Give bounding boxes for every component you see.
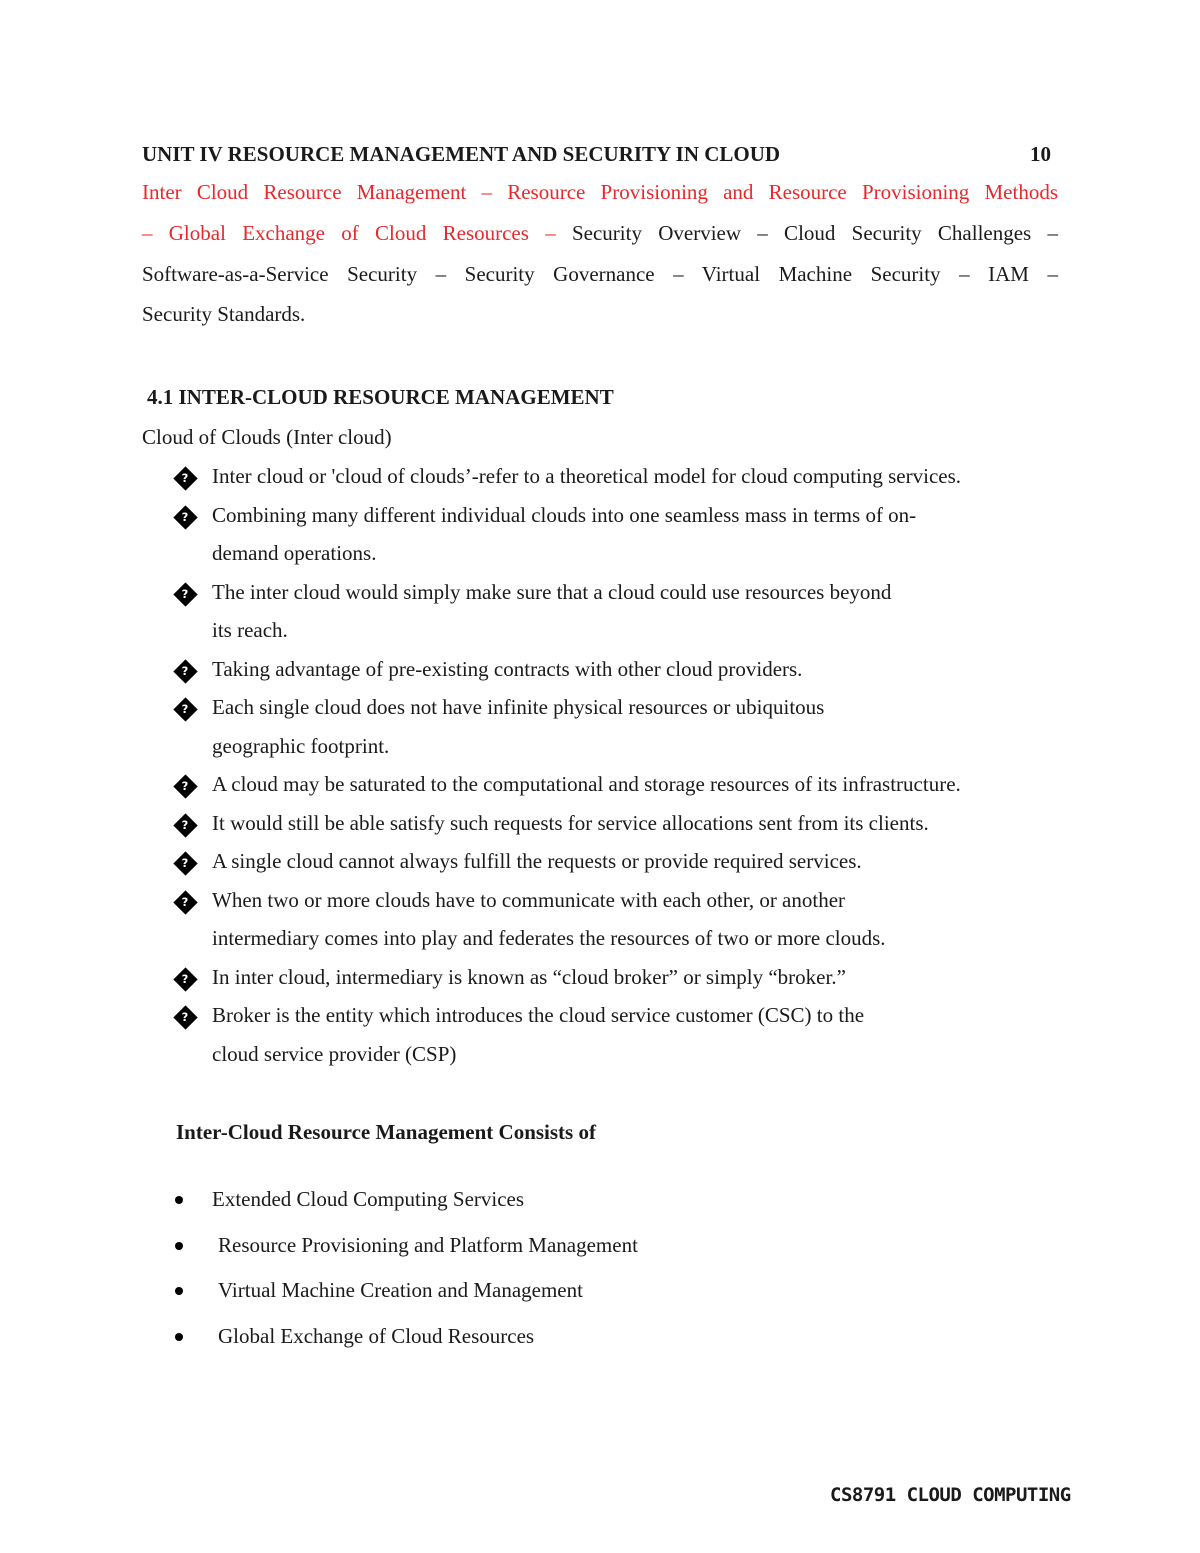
section-heading: 4.1 INTER-CLOUD RESOURCE MANAGEMENT [147,385,614,409]
bullet-text-9-line-2: intermediary comes into play and federates the resources of two or more clouds. [212,926,886,950]
bullet-text-1-line-1: Inter cloud or 'cloud of clouds’-refer to a theoretical model for cloud computing services. [212,464,962,488]
bullet-text-11-line-1: Broker is the entity which introduces the cloud service customer (CSC) to the [212,1003,865,1027]
consists-item-2: Resource Provisioning and Platform Management [218,1233,638,1257]
unknown-glyph-icon: ? [173,697,197,721]
bullet-text-9-line-1: When two or more clouds have to communicate with each other, or another [212,887,846,912]
bullet-dot-icon [175,1333,183,1341]
bullet-text-3-line-2: its reach. [212,618,288,642]
unknown-glyph-icon: ? [173,466,197,490]
section-subheading: Cloud of Clouds (Inter cloud) [142,425,392,449]
bullet-text-2-line-1: Combining many different individual clouds into one seamless mass in terms of on- [212,502,917,527]
unknown-glyph-icon: ? [173,967,197,991]
unknown-glyph-icon: ? [173,505,197,529]
unknown-glyph-icon: ? [173,774,197,798]
consists-item-1: Extended Cloud Computing Services [212,1187,525,1211]
syllabus-line-4: Security Standards. [142,302,306,326]
bullet-text-3-line-1: The inter cloud would simply make sure that a cloud could use resources beyond [212,579,892,604]
bullet-text-7-line-1: It would still be able satisfy such requests for service allocations sent from its clients. [212,810,929,835]
bullet-text-4-line-1: Taking advantage of pre-existing contracts with other cloud providers. [212,656,803,681]
consists-heading: Inter-Cloud Resource Management Consists of [176,1120,596,1144]
unit-hours: 10 [1030,142,1051,166]
bullet-text-8-line-1: A single cloud cannot always fulfill the requests or provide required services. [212,849,862,873]
bullet-text-5-line-1: Each single cloud does not have infinite physical resources or ubiquitous [212,695,825,719]
unknown-glyph-icon: ? [173,890,197,914]
unknown-glyph-icon: ? [173,659,197,683]
syllabus-line-1: Inter Cloud Resource Management – Resource Provisioning and Resource Provisioning Methods [142,180,1058,204]
consists-item-4: Global Exchange of Cloud Resources [218,1324,535,1348]
bullet-dot-icon [175,1242,183,1250]
unit-title: UNIT IV RESOURCE MANAGEMENT AND SECURITY IN CLOUD [142,142,781,166]
bullet-text-10-line-1: In inter cloud, intermediary is known as “cloud broker” or simply “broker.” [212,964,846,989]
syllabus-line-2 [142,221,1058,246]
unknown-glyph-icon: ? [173,851,197,875]
bullet-text-11-line-2: cloud service provider (CSP) [212,1041,457,1066]
bullet-text-5-line-2: geographic footprint. [212,733,390,758]
syllabus-line-3: Software-as-a-Service Security – Security Governance – Virtual Machine Security – IAM – [142,262,1058,286]
bullet-dot-icon [175,1196,183,1204]
bullet-text-6-line-1: A cloud may be saturated to the computational and storage resources of its infrastructure. [212,772,961,796]
bullet-dot-icon [175,1287,183,1295]
footer-course: CS8791 CLOUD COMPUTING [830,1484,1071,1506]
syllabus-line-2-black: Security Overview – Cloud Security Challenges – [555,221,1058,245]
syllabus-line-2-red: – Global Exchange of Cloud Resources – [142,221,556,245]
bullet-text-2-line-2: demand operations. [212,541,377,565]
unknown-glyph-icon: ? [173,1005,197,1029]
unknown-glyph-icon: ? [173,582,197,606]
unknown-glyph-icon: ? [173,813,197,837]
consists-item-3: Virtual Machine Creation and Management [218,1278,583,1302]
